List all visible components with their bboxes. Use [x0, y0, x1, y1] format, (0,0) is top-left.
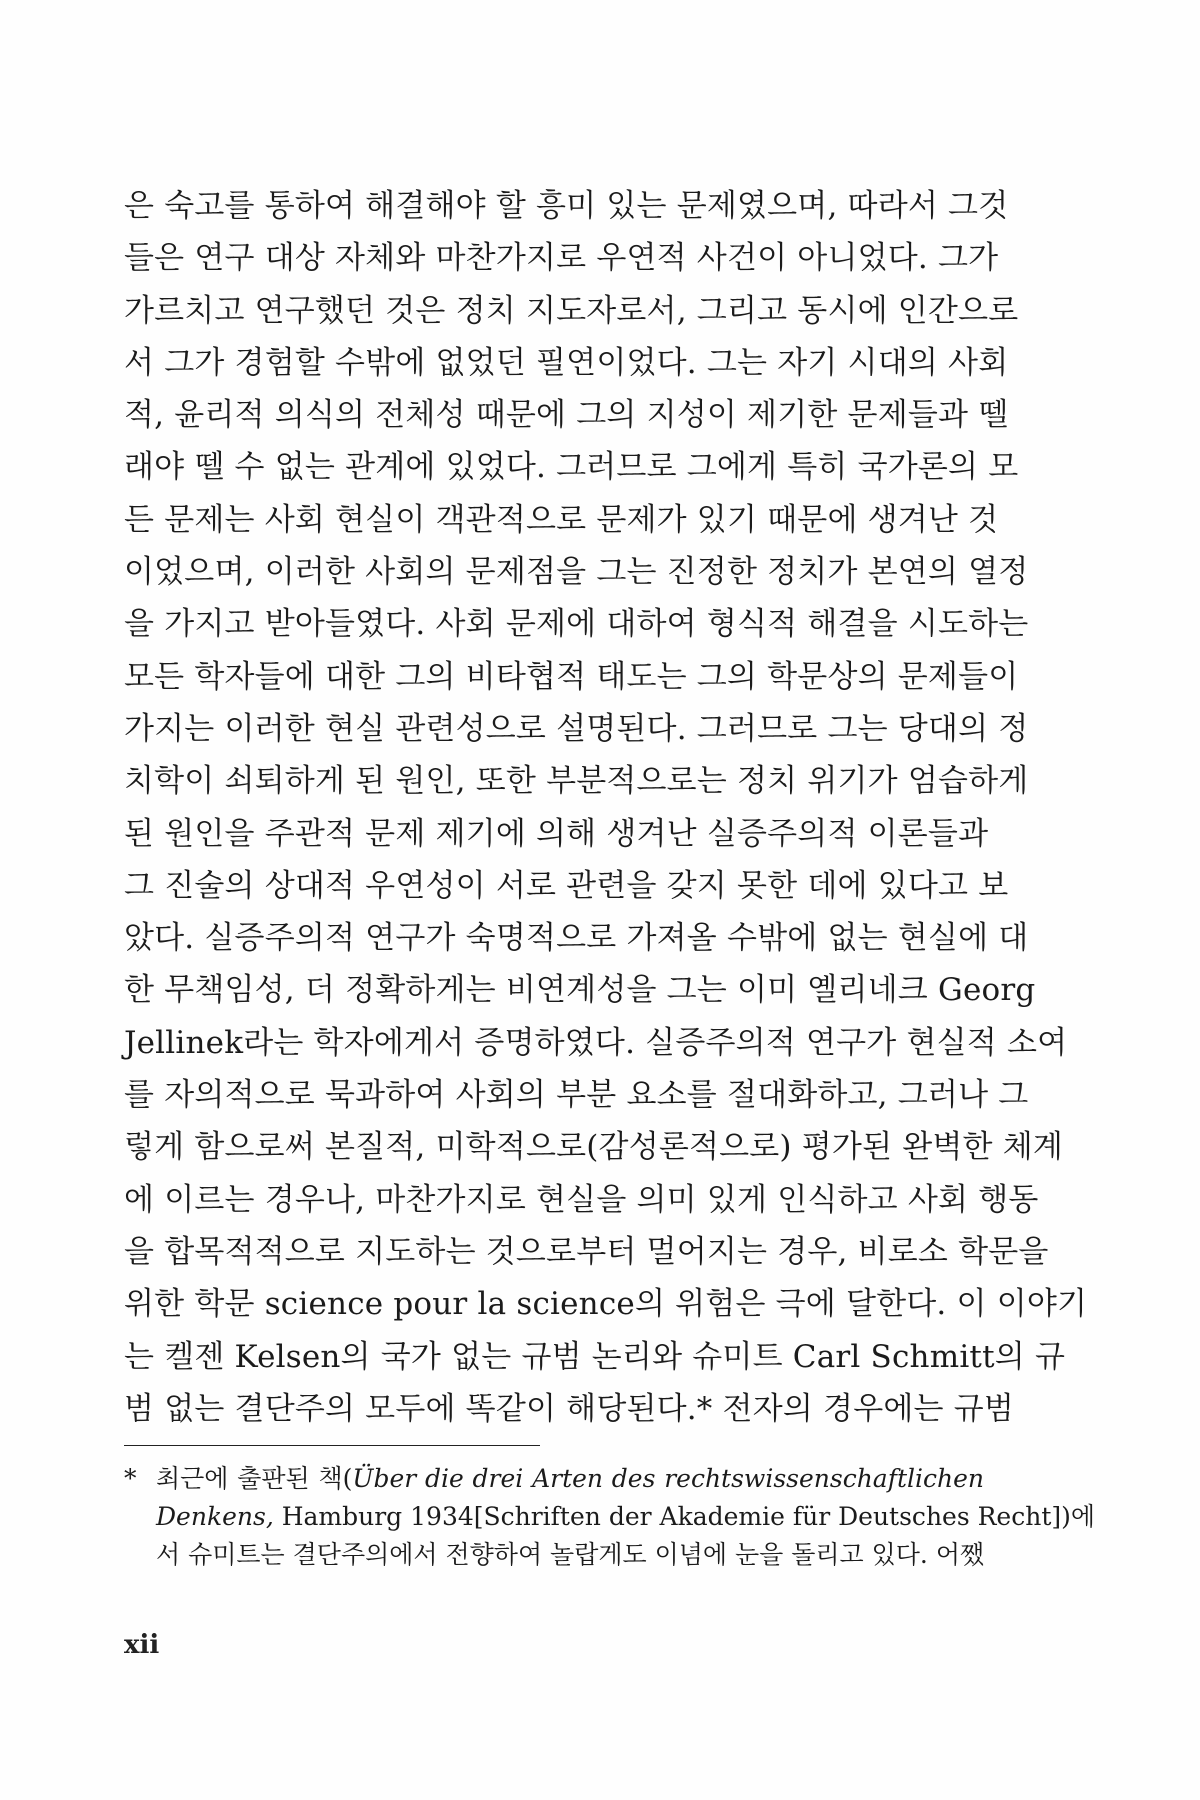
body-line: 적, 윤리적 의식의 전체성 때문에 그의 지성이 제기한 문제들과 뗄	[124, 397, 1009, 434]
body-line: 된 원인을 주관적 문제 제기에 의해 생겨난 실증주의적 이론들과	[124, 815, 989, 852]
body-line: 범 없는 결단주의 모두에 똑같이 해당된다.* 전자의 경우에는 규범	[124, 1390, 1014, 1427]
footnote-line-1	[156, 1460, 984, 1498]
body-line: 렇게 함으로써 본질적, 미학적으로(감성론적으로) 평가된 완벽한 체계	[124, 1129, 1064, 1166]
body-line: 를 자의적으로 묵과하여 사회의 부분 요소를 절대화하고, 그러나 그	[124, 1077, 1029, 1114]
footnote-text: 최근에 출판된 책(	[156, 1464, 353, 1493]
footnote-line	[124, 1460, 984, 1498]
body-line: 는 켈젠 Kelsen의 국가 없는 규범 논리와 슈미트 Carl Schmitt의 규	[124, 1338, 1066, 1375]
footnote-divider	[124, 1445, 540, 1446]
body-line: 그 진술의 상대적 우연성이 서로 관련을 갖지 못한 데에 있다고 보	[124, 867, 1009, 904]
body-line: 들은 연구 대상 자체와 마찬가지로 우연적 사건이 아니었다. 그가	[124, 240, 999, 277]
footnote-line-3: 서 슈미트는 결단주의에서 전향하여 놀랍게도 이념에 눈을 돌리고 있다. 어쨌	[156, 1540, 985, 1569]
footnote-book-title: Über die drei Arten des rechtswissenschaftlichen	[352, 1464, 985, 1493]
page-number: xii	[124, 1630, 160, 1660]
footnote-line-2	[156, 1498, 1095, 1536]
body-line: 모든 학자들에 대한 그의 비타협적 태도는 그의 학문상의 문제들이	[124, 658, 1019, 695]
footnote	[124, 1460, 1096, 1574]
footnote-marker: *	[124, 1464, 137, 1493]
body-line: 가르치고 연구했던 것은 정치 지도자로서, 그리고 동시에 인간으로	[124, 292, 1019, 329]
body-line: 았다. 실증주의적 연구가 숙명적으로 가져올 수밖에 없는 현실에 대	[124, 920, 1029, 957]
body-text	[124, 180, 1088, 1435]
body-line: 래야 뗄 수 없는 관계에 있었다. 그러므로 그에게 특히 국가론의 모	[124, 449, 1019, 486]
footnote-line	[124, 1536, 984, 1574]
body-line: 든 문제는 사회 현실이 객관적으로 문제가 있기 때문에 생겨난 것	[124, 501, 999, 538]
footnote-book-title: Denkens,	[156, 1502, 274, 1531]
body-line: 한 무책임성, 더 정확하게는 비연계성을 그는 이미 옐리네크 Georg	[124, 972, 1036, 1009]
body-line: 에 이르는 경우나, 마찬가지로 현실을 의미 있게 인식하고 사회 행동	[124, 1181, 1039, 1218]
footnote-text: Hamburg 1934[Schriften der Akademie für Deutsches Recht])에	[273, 1502, 1096, 1531]
body-line: 은 숙고를 통하여 해결해야 할 흥미 있는 문제였으며, 따라서 그것	[124, 188, 1009, 224]
body-line: 을 가지고 받아들였다. 사회 문제에 대하여 형식적 해결을 시도하는	[124, 606, 1029, 643]
footnote-line	[124, 1498, 1096, 1536]
body-line: 치학이 쇠퇴하게 된 원인, 또한 부분적으로는 정치 위기가 엄습하게	[124, 763, 1029, 800]
body-line: Jellinek라는 학자에게서 증명하였다. 실증주의적 연구가 현실적 소여	[124, 1024, 1068, 1061]
body-line: 위한 학문 science pour la science의 위험은 극에 달한다. 이 이야기	[124, 1286, 1088, 1323]
body-line: 을 합목적적으로 지도하는 것으로부터 멀어지는 경우, 비로소 학문을	[124, 1233, 1049, 1270]
body-line: 서 그가 경험할 수밖에 없었던 필연이었다. 그는 자기 시대의 사회	[124, 344, 1009, 381]
body-line: 이었으며, 이러한 사회의 문제점을 그는 진정한 정치가 본연의 열정	[124, 554, 1029, 591]
body-line: 가지는 이러한 현실 관련성으로 설명된다. 그러므로 그는 당대의 정	[124, 710, 1029, 747]
